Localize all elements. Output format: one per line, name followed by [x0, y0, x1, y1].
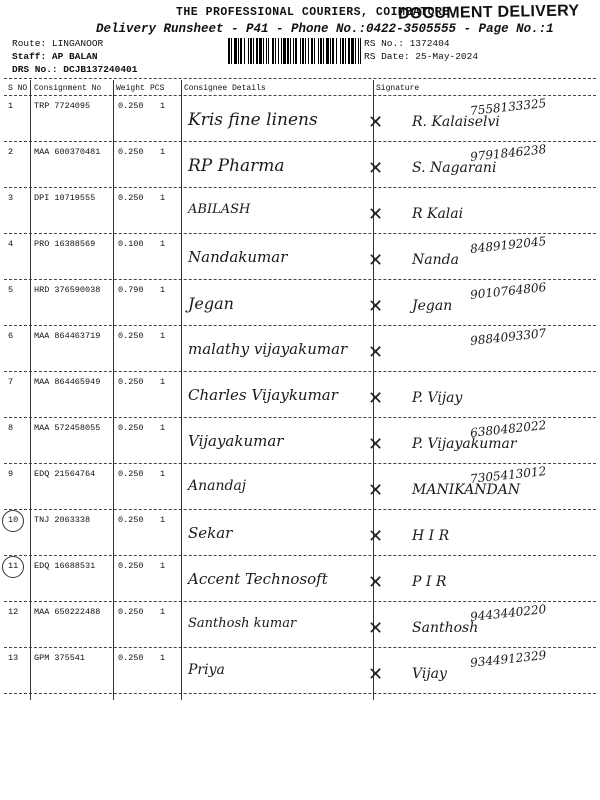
runsheet-title: Delivery Runsheet - P41 - Phone No.:0422-3505555 - Page No.:1	[96, 22, 554, 36]
tick-mark: ✕	[368, 388, 384, 409]
row-pcs: 1	[160, 101, 166, 111]
row-consignee-name: Nandakumar	[188, 248, 288, 266]
drs-number: DRS No.: DCJB137240401	[12, 64, 138, 75]
tick-mark: ✕	[368, 250, 384, 271]
row-consignment-no: MAA 650222488	[34, 607, 101, 617]
col-weight: Weight	[116, 84, 145, 93]
tick-mark: ✕	[368, 480, 384, 501]
barcode-image	[228, 38, 362, 64]
tick-mark: ✕	[368, 618, 384, 639]
row-signature: Nanda	[412, 252, 459, 268]
table-row	[0, 234, 600, 280]
row-pcs: 1	[160, 377, 166, 387]
row-sno: 11	[8, 561, 19, 571]
row-consignment-no: EDQ 21564764	[34, 469, 96, 479]
row-pcs: 1	[160, 469, 166, 479]
col-sno: S NO	[8, 84, 28, 93]
row-sno: 9	[8, 469, 14, 479]
row-sno: 2	[8, 147, 14, 157]
row-sno: 7	[8, 377, 14, 387]
row-weight: 0.250	[118, 423, 144, 433]
row-consignment-no: GPM 375541	[34, 653, 86, 663]
tick-mark: ✕	[368, 434, 384, 455]
row-pcs: 1	[160, 607, 166, 617]
row-weight: 0.100	[118, 239, 144, 249]
row-signature: R Kalai	[412, 206, 464, 222]
tick-mark: ✕	[368, 158, 384, 179]
row-consignee-name: RP Pharma	[188, 156, 285, 176]
tick-mark: ✕	[368, 664, 384, 685]
row-phone-note: 7305413012	[469, 464, 547, 486]
table-row	[0, 602, 600, 648]
col-consignment: Consignment No	[34, 84, 102, 93]
table-row	[0, 188, 600, 234]
col-signature: Signature	[376, 84, 420, 93]
row-pcs: 1	[160, 239, 166, 249]
row-consignee-name: Anandaj	[188, 478, 247, 494]
row-consignee-name: ABILASH	[188, 202, 251, 217]
row-phone-note: 6380482022	[469, 418, 547, 440]
rs-date: RS Date: 25-May-2024	[364, 51, 479, 62]
table-row	[0, 280, 600, 326]
row-consignee-name: Sekar	[188, 524, 233, 542]
route-label: Route: LINGANOOR	[12, 38, 104, 49]
row-weight: 0.250	[118, 515, 144, 525]
table-header	[0, 82, 600, 96]
row-phone-note: 9791846238	[469, 142, 547, 164]
row-consignment-no: PRO 16388569	[34, 239, 96, 249]
staff-label: Staff: AP BALAN	[12, 51, 98, 62]
row-weight: 0.250	[118, 331, 144, 341]
row-consignment-no: MAA 864465949	[34, 377, 101, 387]
row-pcs: 1	[160, 653, 166, 663]
row-phone-note: 9443440220	[469, 602, 547, 624]
table-row	[0, 372, 600, 418]
tick-mark: ✕	[368, 112, 384, 133]
row-consignment-no: MAA 600370481	[34, 147, 101, 157]
company-name: THE PROFESSIONAL COURIERS, COIMBATORE	[176, 6, 450, 19]
row-signature: Jegan	[412, 298, 453, 314]
row-signature: Santhosh	[412, 620, 479, 636]
row-consignee-name: Charles Vijaykumar	[188, 386, 338, 404]
row-pcs: 1	[160, 147, 166, 157]
row-pcs: 1	[160, 423, 166, 433]
table-row	[0, 96, 600, 142]
row-weight: 0.250	[118, 561, 144, 571]
row-consignment-no: MAA 864463719	[34, 331, 101, 341]
row-signature: P. Vijayakumar	[412, 436, 517, 452]
row-consignee-name: Santhosh kumar	[188, 616, 297, 631]
row-consignment-no: HRD 376590038	[34, 285, 101, 295]
tick-mark: ✕	[368, 342, 384, 363]
row-weight: 0.250	[118, 607, 144, 617]
row-pcs: 1	[160, 193, 166, 203]
circled-number	[2, 510, 24, 532]
row-consignee-name: Accent Technosoft	[188, 570, 328, 588]
col-consignee: Consignee Details	[184, 84, 266, 93]
circled-number	[2, 556, 24, 578]
table-row	[0, 510, 600, 556]
table-row	[0, 464, 600, 510]
row-pcs: 1	[160, 331, 166, 341]
row-weight: 0.250	[118, 193, 144, 203]
row-pcs: 1	[160, 285, 166, 295]
row-signature: R. Kalaiselvi	[412, 114, 500, 130]
row-consignment-no: EDQ 16688531	[34, 561, 96, 571]
row-sno: 1	[8, 101, 14, 111]
table-row	[0, 556, 600, 602]
row-sno: 4	[8, 239, 14, 249]
row-weight: 0.250	[118, 147, 144, 157]
row-consignee-name: Vijayakumar	[188, 432, 284, 450]
row-consignee-name: Kris fine linens	[188, 110, 318, 130]
row-signature: P. Vijay	[412, 390, 463, 406]
row-consignee-name: malathy vijayakumar	[188, 340, 348, 358]
row-pcs: 1	[160, 515, 166, 525]
table-row	[0, 326, 600, 372]
row-consignment-no: TNJ 2063338	[34, 515, 91, 525]
table-row	[0, 142, 600, 188]
rs-number: RS No.: 1372404	[364, 38, 450, 49]
row-sno: 6	[8, 331, 14, 341]
row-signature: P I R	[412, 574, 447, 590]
row-phone-note: 7558133325	[469, 96, 547, 118]
row-consignment-no: TRP 7724095	[34, 101, 91, 111]
table-row	[0, 648, 600, 694]
document-delivery-stamp: DOCUMENT DELIVERY	[397, 2, 580, 23]
row-sno: 5	[8, 285, 14, 295]
row-weight: 0.250	[118, 653, 144, 663]
table-row	[0, 418, 600, 464]
row-consignment-no: DPI 10719555	[34, 193, 96, 203]
row-weight: 0.250	[118, 101, 144, 111]
tick-mark: ✕	[368, 204, 384, 225]
tick-mark: ✕	[368, 296, 384, 317]
row-signature: MANIKANDAN	[412, 482, 521, 498]
row-consignee-name: Priya	[188, 662, 225, 678]
row-phone-note: 8489192045	[469, 234, 547, 256]
row-consignment-no: MAA 572458055	[34, 423, 101, 433]
row-weight: 0.250	[118, 377, 144, 387]
row-weight: 0.250	[118, 469, 144, 479]
row-phone-note: 9884093307	[469, 326, 547, 348]
row-sno: 10	[8, 515, 19, 525]
row-signature: H I R	[412, 528, 450, 544]
row-consignee-name: Jegan	[188, 294, 234, 313]
row-sno: 13	[8, 653, 19, 663]
row-signature: S. Nagarani	[412, 160, 497, 176]
row-sno: 3	[8, 193, 14, 203]
row-sno: 8	[8, 423, 14, 433]
row-signature: Vijay	[412, 666, 447, 682]
tick-mark: ✕	[368, 572, 384, 593]
tick-mark: ✕	[368, 526, 384, 547]
row-sno: 12	[8, 607, 19, 617]
row-weight: 0.790	[118, 285, 144, 295]
row-phone-note: 9344912329	[469, 648, 547, 670]
row-pcs: 1	[160, 561, 166, 571]
col-pcs: PCS	[150, 84, 165, 93]
row-phone-note: 9010764806	[469, 280, 547, 302]
